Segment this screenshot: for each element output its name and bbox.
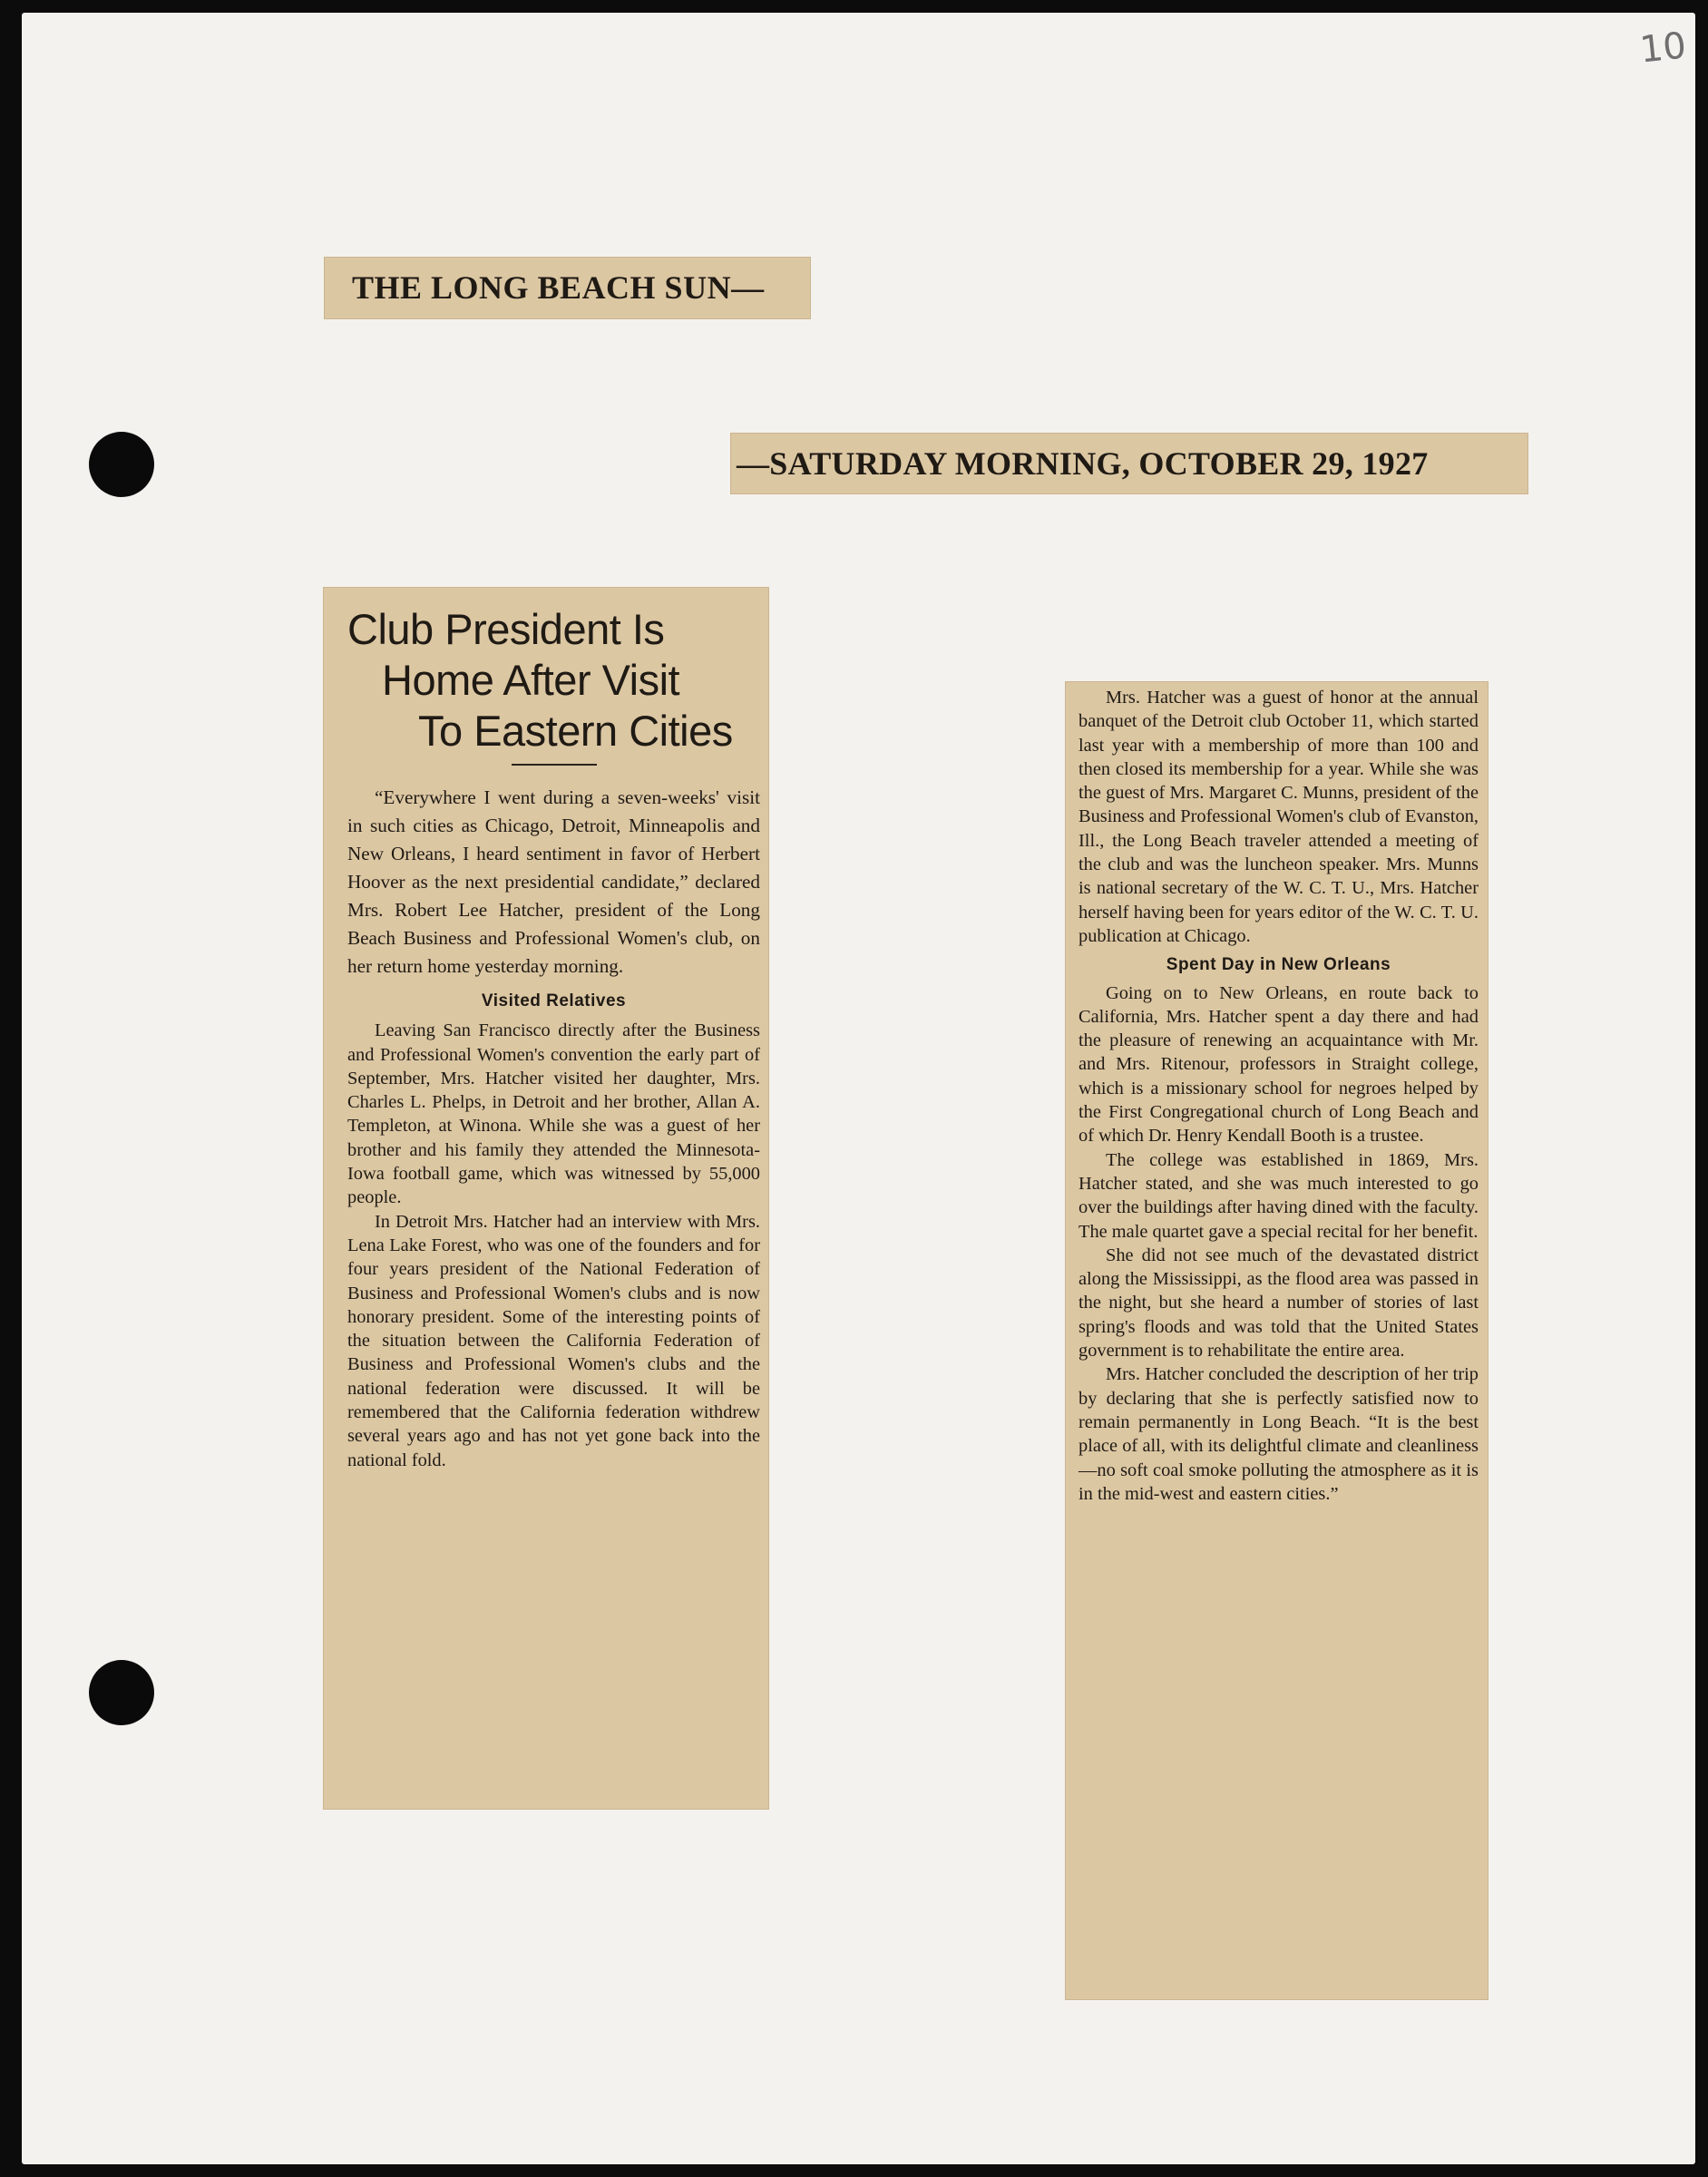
subhead-new-orleans: Spent Day in New Orleans (1166, 955, 1391, 975)
headline-line-1: Club President Is (347, 605, 665, 653)
headline-line-3: To Eastern Cities (418, 707, 733, 755)
headline-line-2: Home After Visit (382, 656, 680, 704)
paragraph-4: Going on to New Orleans, en route back to California, Mrs. Hatcher spent a day there and had the pleasure of renewing an acquaintance with Mr. and Mrs. Ritenour, professors in Straight college, which is a missionary school for negroes helped by the First Congregational church of Long Beach and of which Dr. Henry Kendall Booth is a trustee. (1078, 982, 1479, 1147)
paragraph-6: She did not see much of the devastated district along the Mississippi, as the flood area was passed in the night, but she heard a number of stories of last spring's floods and was told that the United States government is to rehabilitate the entire area. (1078, 1245, 1479, 1362)
paragraph-1: Leaving San Francisco directly after the Business and Professional Women's convention the early part of September, Mrs. Hatcher visited her daughter, Mrs. Charles L. Phelps, in Detroit and her brother, Allan A. Templeton, at Winona. While she was a guest of her brother and his family they attended the Minnesota-Iowa football game, which was witnessed by 55,000 people. (347, 1020, 760, 1208)
lead-paragraph: “Everywhere I went during a seven-weeks' visit in such cities as Chicago, Detroit, Minneapolis and New Orleans, I heard sentiment in favor of Herbert Hoover as the next presidential candidate,” declared Mrs. Robert Lee Hatcher, president of the Long Beach Business and Professional Women's club, on her return home yesterday morning. (347, 786, 760, 977)
article-headline (347, 604, 768, 757)
article-column-1 (324, 588, 768, 1809)
page-number: 10 (1637, 24, 1689, 72)
column-1-body (347, 784, 768, 1472)
subhead-visited-relatives: Visited Relatives (481, 991, 627, 1010)
dateline-clipping: —SATURDAY MORNING, OCTOBER 29, 1927 (731, 434, 1527, 493)
paragraph-3: Mrs. Hatcher was a guest of honor at the annual banquet of the Detroit club October 11, which started last year with a membership of more than 100 and then closed its membership for a year. While she was the guest of Mrs. Margaret C. Munns, president of the Business and Professional Women's club of Evanston, Ill., the Long Beach traveler attended a meeting of the club and was the luncheon speaker. Mrs. Munns is national secretary of the W. C. T. U., Mrs. Hatcher herself having been for years editor of the W. C. T. U. publication at Chicago. (1078, 688, 1479, 946)
punch-hole-bottom (89, 1660, 154, 1725)
masthead-clipping: THE LONG BEACH SUN— (325, 258, 810, 318)
paragraph-5: The college was established in 1869, Mrs. Hatcher stated, and she was much interested to go over the buildings after having dined with the faculty. The male quartet gave a special recital for her benefit. (1078, 1149, 1479, 1242)
paragraph-2: In Detroit Mrs. Hatcher had an interview with Mrs. Lena Lake Forest, who was one of the founders and for four years president of the National Federation of Business and Professional Women's clubs and is now honorary president. Some of the interesting points of the situation between the California Federation of Business and Professional Women's clubs and the national federation were discussed. It will be remembered that the California federation withdrew several years ago and has not yet gone back into the national fold. (347, 1211, 760, 1470)
headline-rule (512, 764, 597, 766)
paragraph-7: Mrs. Hatcher concluded the description of her trip by declaring that she is perfectly satisfied now to remain permanently in Long Beach. “It is the best place of all, with its delightful climate and cleanliness—no soft coal smoke polluting the atmosphere as it is in the mid-west and eastern cities.” (1078, 1364, 1479, 1504)
article-column-2 (1066, 682, 1488, 1999)
punch-hole-top (89, 432, 154, 497)
